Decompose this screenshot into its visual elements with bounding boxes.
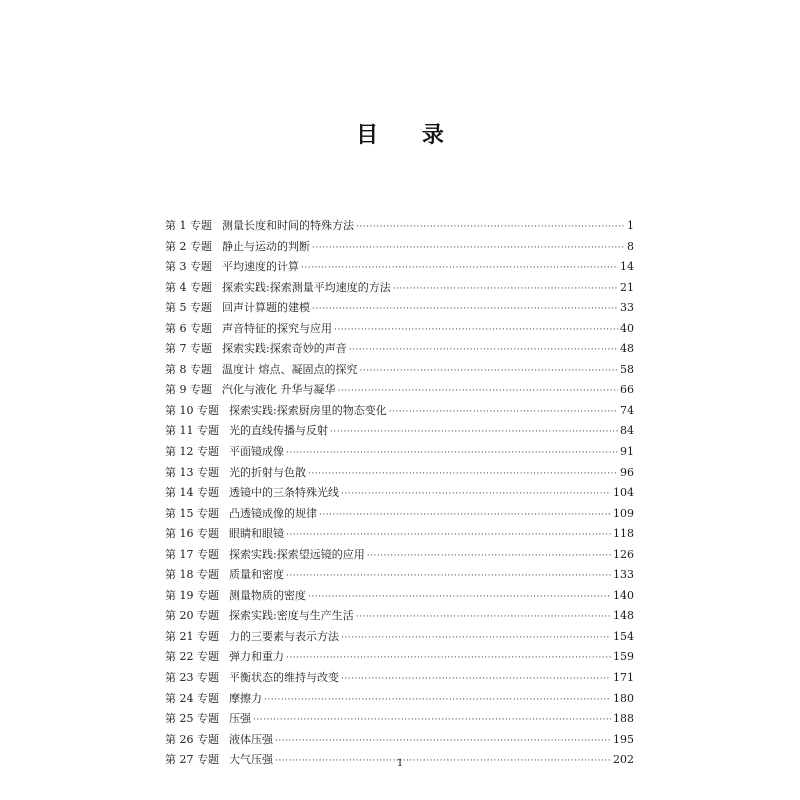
toc-entry-page: 148 [613, 609, 634, 623]
toc-entry-number: 第 7 专题 [165, 342, 212, 356]
toc-entry-title: 汽化与液化 升华与凝华 [222, 383, 336, 397]
toc-entry-number: 第 27 专题 [165, 753, 219, 767]
toc-leader-dots [338, 381, 619, 402]
toc-entry [165, 380, 634, 401]
toc-entry [165, 298, 634, 319]
toc-leader-dots [367, 546, 611, 567]
toc-entry-title: 弹力和重力 [229, 650, 284, 664]
toc-entry-number: 第 12 专题 [165, 445, 219, 459]
toc-entry-number: 第 5 专题 [165, 301, 212, 315]
toc-entry [165, 237, 634, 258]
toc-entry-number: 第 26 专题 [165, 732, 219, 746]
toc-entry [165, 647, 634, 668]
toc-entry-page: 180 [613, 691, 634, 705]
toc-entry-page: 96 [620, 465, 634, 479]
toc-entry-number: 第 14 专题 [165, 486, 219, 500]
toc-leader-dots [360, 361, 619, 382]
toc-leader-dots [308, 464, 618, 485]
toc-entry-number: 第 2 专题 [165, 239, 212, 253]
toc-entry-title: 平均速度的计算 [222, 260, 299, 274]
toc-entry-title: 测量物质的密度 [229, 588, 306, 602]
toc-entry-title: 质量和密度 [229, 568, 284, 582]
toc-entry-page: 14 [620, 260, 634, 274]
toc-entry [165, 421, 634, 442]
toc-entry-number: 第 25 专题 [165, 712, 219, 726]
toc-entry-page: 48 [620, 342, 634, 356]
toc-entry-title: 探索实践:探索奇妙的声音 [222, 342, 347, 356]
toc-entry-page: 74 [620, 403, 634, 417]
toc-entry-title: 探索实践:探索测量平均速度的方法 [222, 280, 391, 294]
toc-entry [165, 545, 634, 566]
toc-entry-number: 第 6 专题 [165, 321, 212, 335]
toc-entry-number: 第 16 专题 [165, 527, 219, 541]
toc-entry-page: 84 [620, 424, 634, 438]
toc-entry-number: 第 13 专题 [165, 465, 219, 479]
toc-entry-title: 声音特征的探究与应用 [222, 321, 332, 335]
toc-entry [165, 339, 634, 360]
toc-entry-number: 第 10 专题 [165, 403, 219, 417]
toc-entry-number: 第 3 专题 [165, 260, 212, 274]
toc-entry [165, 401, 634, 422]
toc-entry [165, 709, 634, 730]
toc-entry-title: 探索实践:密度与生产生活 [229, 609, 354, 623]
toc-leader-dots [275, 731, 611, 752]
toc-entry-title: 平衡状态的维持与改变 [229, 671, 339, 685]
toc-entry-number: 第 4 专题 [165, 280, 212, 294]
toc-entry-number: 第 15 专题 [165, 506, 219, 520]
toc-entry-page: 118 [613, 527, 634, 541]
toc-entry [165, 627, 634, 648]
toc-entry [165, 319, 634, 340]
toc-entry [165, 606, 634, 627]
toc-leader-dots [286, 443, 618, 464]
toc-entry [165, 565, 634, 586]
toc-entry-page: 58 [620, 362, 634, 376]
toc-entry [165, 586, 634, 607]
toc-entry-page: 33 [620, 301, 634, 315]
toc-leader-dots [356, 607, 611, 628]
toc-entry-title: 大气压强 [229, 753, 273, 767]
toc-entry-title: 静止与运动的判断 [222, 239, 310, 253]
table-of-contents [165, 216, 634, 771]
toc-leader-dots [393, 279, 618, 300]
toc-entry-page: 188 [613, 712, 634, 726]
page-number: 1 [396, 758, 404, 769]
toc-entry-page: 171 [613, 671, 634, 685]
toc-leader-dots [253, 710, 611, 731]
toc-entry-title: 温度计 熔点、凝固点的探究 [222, 362, 358, 376]
toc-leader-dots [301, 258, 618, 279]
toc-leader-dots [286, 566, 611, 587]
toc-entry-number: 第 18 专题 [165, 568, 219, 582]
toc-leader-dots [389, 402, 618, 423]
toc-entry-number: 第 19 专题 [165, 588, 219, 602]
toc-leader-dots [334, 320, 618, 341]
toc-leader-dots [319, 505, 611, 526]
toc-entry-page: 140 [613, 588, 634, 602]
toc-entry [165, 360, 634, 381]
toc-entry [165, 278, 634, 299]
toc-entry-title: 力的三要素与表示方法 [229, 629, 339, 643]
toc-entry-page: 109 [613, 506, 634, 520]
toc-entry-title: 探索实践:探索望远镜的应用 [229, 547, 365, 561]
toc-entry-title: 液体压强 [229, 732, 273, 746]
toc-leader-dots [308, 587, 611, 608]
toc-entry-number: 第 21 专题 [165, 629, 219, 643]
toc-entry-title: 光的直线传播与反射 [229, 424, 328, 438]
toc-entry [165, 504, 634, 525]
toc-entry-number: 第 17 专题 [165, 547, 219, 561]
toc-entry-title: 凸透镜成像的规律 [229, 506, 317, 520]
toc-entry-title: 测量长度和时间的特殊方法 [222, 219, 354, 232]
toc-entry-page: 21 [620, 280, 634, 294]
toc-entry-number: 第 8 专题 [165, 362, 212, 376]
toc-entry [165, 257, 634, 278]
toc-leader-dots [330, 422, 618, 443]
toc-entry-title: 透镜中的三条特殊光线 [229, 486, 339, 500]
toc-entry-page: 195 [613, 732, 634, 746]
toc-entry-title: 平面镜成像 [229, 445, 284, 459]
toc-entry-page: 126 [613, 547, 634, 561]
toc-entry-number: 第 24 专题 [165, 691, 219, 705]
toc-entry-page: 91 [620, 445, 634, 459]
toc-entry-page: 159 [613, 650, 634, 664]
toc-entry [165, 483, 634, 504]
toc-entry-page: 133 [613, 568, 634, 582]
toc-leader-dots [286, 525, 611, 546]
toc-entry-page: 154 [613, 629, 634, 643]
toc-entry [165, 668, 634, 689]
toc-entry-title: 光的折射与色散 [229, 465, 306, 479]
toc-entry-title: 探索实践:探索厨房里的物态变化 [229, 403, 387, 417]
toc-entry [165, 442, 634, 463]
toc-entry-page: 1 [627, 219, 634, 232]
toc-entry [165, 730, 634, 751]
toc-leader-dots [286, 648, 611, 669]
toc-entry [165, 689, 634, 710]
toc-entry [165, 463, 634, 484]
toc-leader-dots [341, 484, 611, 505]
toc-entry-page: 8 [627, 239, 634, 253]
toc-entry-page: 202 [613, 753, 634, 767]
toc-leader-dots [312, 299, 618, 320]
toc-entry-title: 摩擦力 [229, 691, 262, 705]
toc-entry-number: 第 1 专题 [165, 219, 212, 232]
toc-entry-title: 眼睛和眼镜 [229, 527, 284, 541]
toc-leader-dots [264, 690, 611, 711]
toc-entry-number: 第 11 专题 [165, 424, 219, 438]
toc-entry-page: 66 [620, 383, 634, 397]
toc-entry-title: 压强 [229, 712, 251, 726]
page-title: 目 录 [356, 122, 462, 148]
toc-leader-dots [356, 217, 624, 238]
toc-leader-dots [349, 340, 618, 361]
toc-leader-dots [341, 628, 611, 649]
toc-entry-title: 回声计算题的建模 [222, 301, 310, 315]
toc-leader-dots [312, 238, 624, 259]
toc-entry [165, 216, 634, 237]
toc-entry-number: 第 22 专题 [165, 650, 219, 664]
toc-entry-number: 第 23 专题 [165, 671, 219, 685]
toc-leader-dots [341, 669, 611, 690]
toc-entry-page: 40 [620, 321, 634, 335]
toc-entry-number: 第 20 专题 [165, 609, 219, 623]
toc-entry-number: 第 9 专题 [165, 383, 212, 397]
toc-entry [165, 524, 634, 545]
toc-entry-page: 104 [613, 486, 634, 500]
